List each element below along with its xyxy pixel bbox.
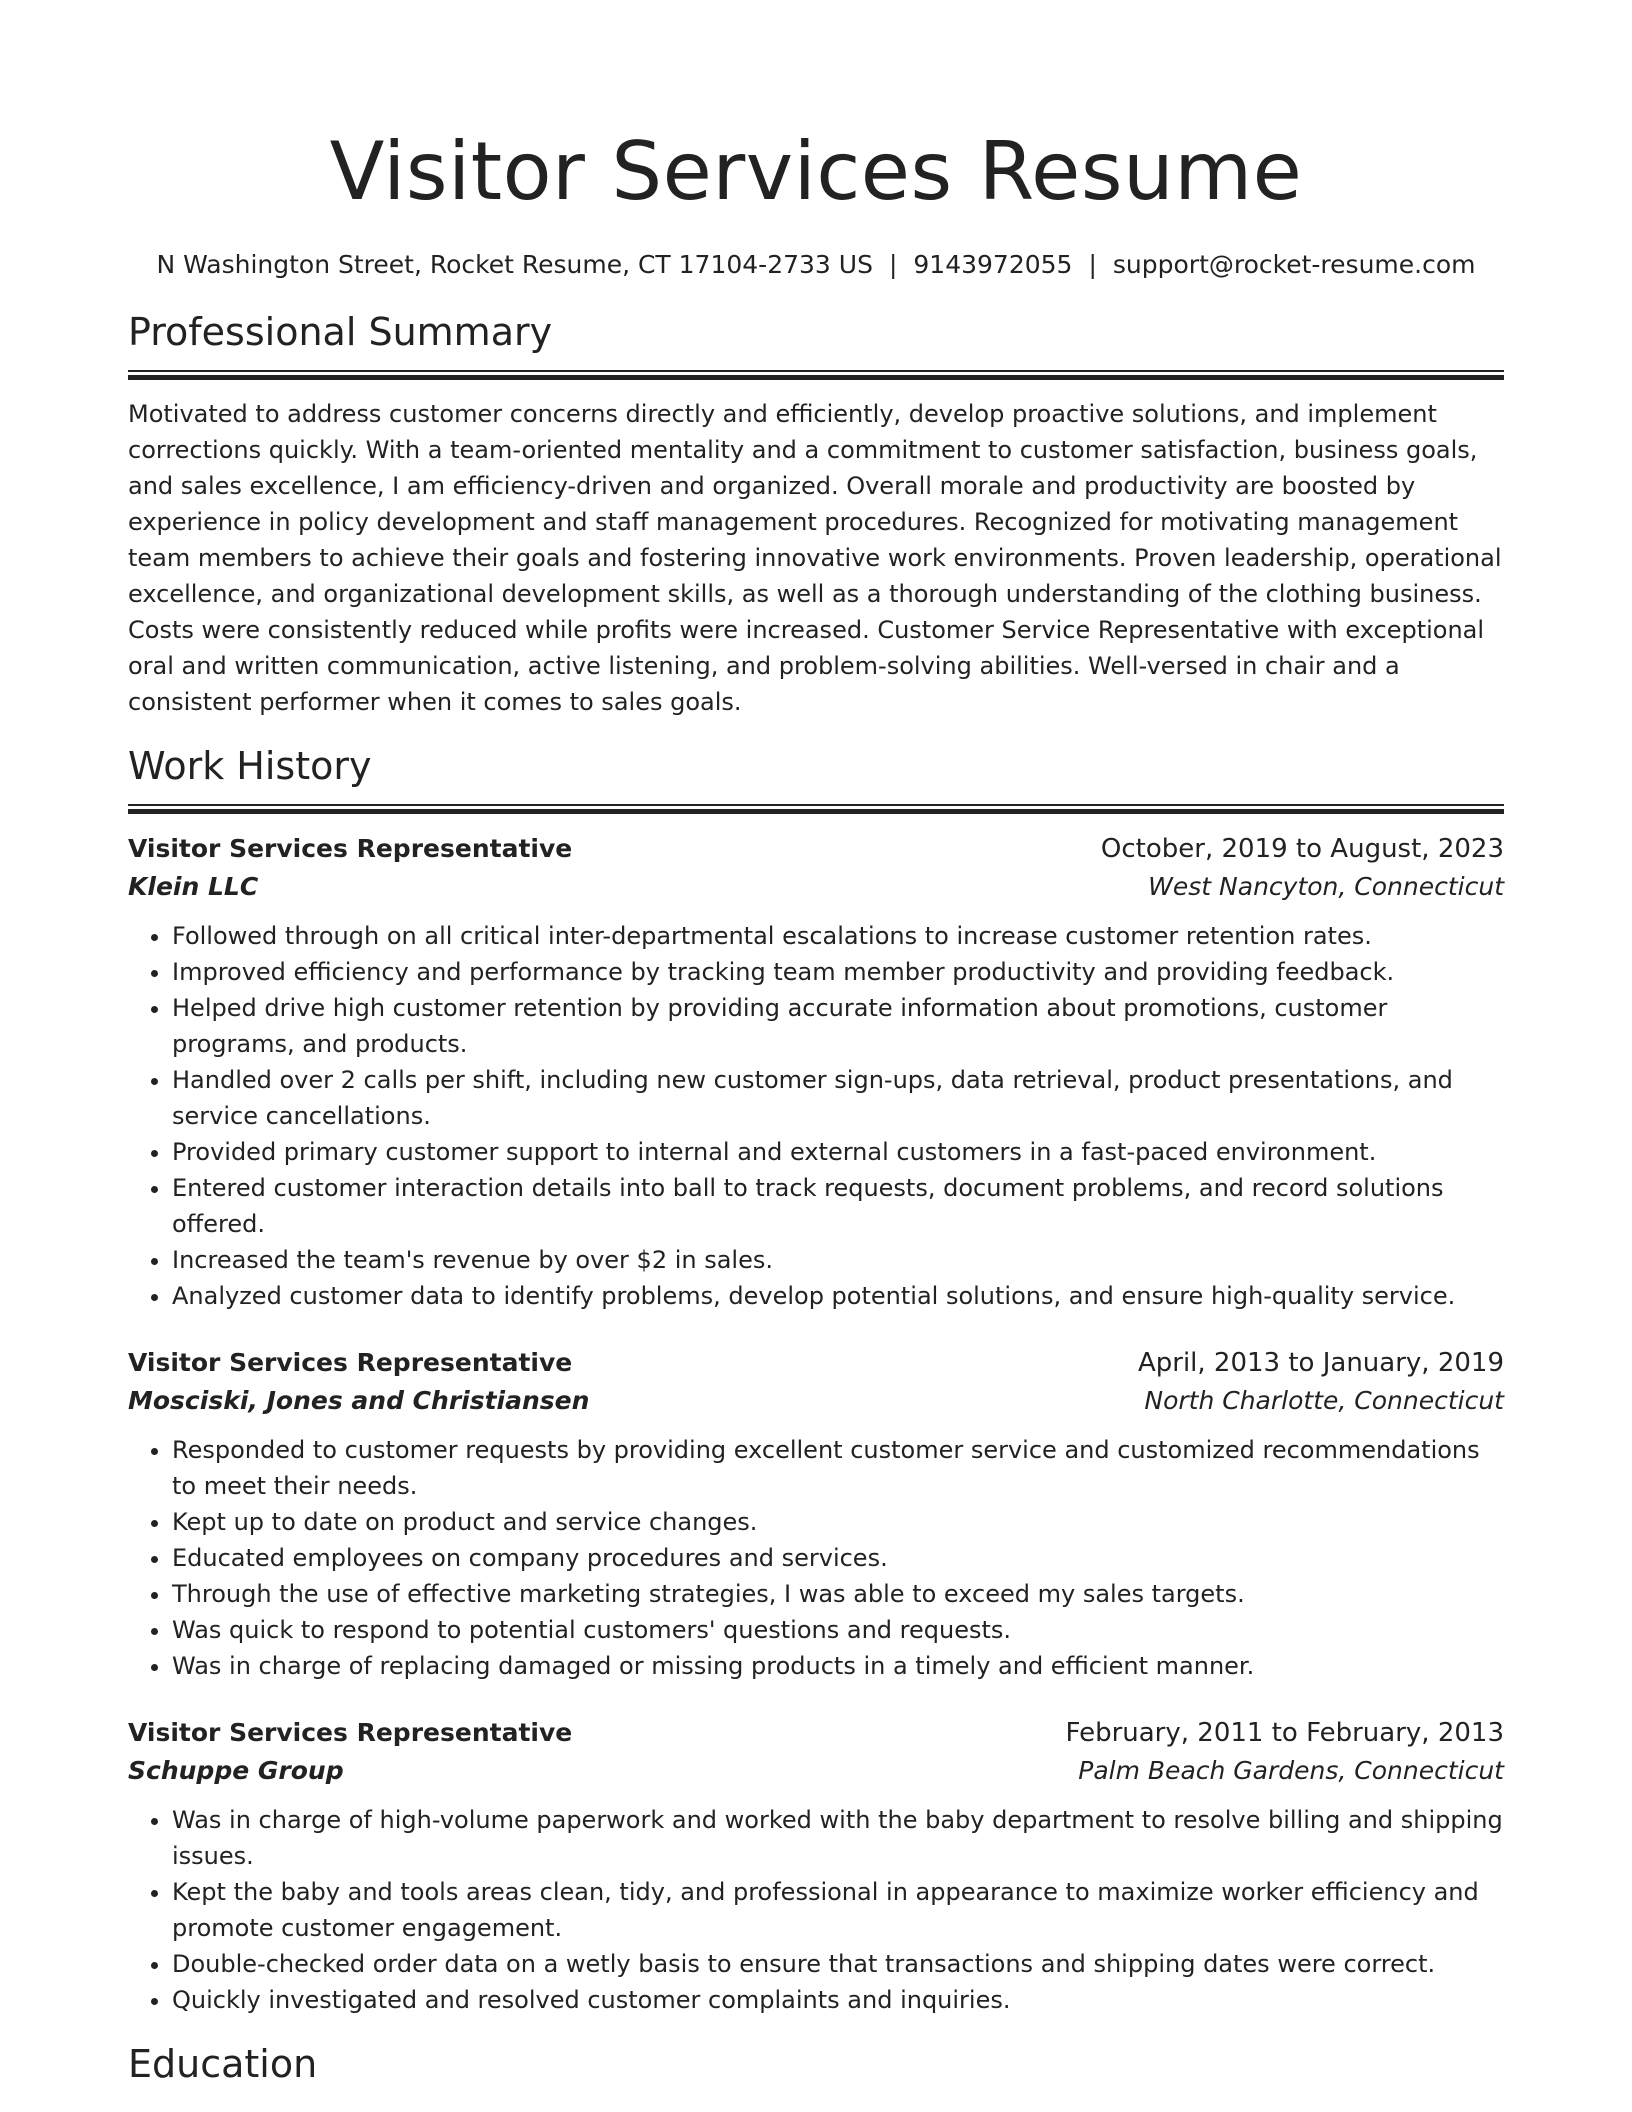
job-title: Visitor Services Representative [128,834,573,863]
job-company-row [128,1752,1504,1790]
list-item: • Was in charge of high-volume paperwork and worked with the baby department to resolve billing and shipping issues. [172,1802,1504,1874]
section-heading-work-history: Work History [128,744,372,788]
job-company-row [128,1382,1504,1420]
job-company: Klein LLC [128,872,259,901]
list-item: • Responded to customer requests by providing excellent customer service and customized recommendations to meet their needs. [172,1432,1504,1504]
summary-section [128,308,1504,720]
list-item: • Was in charge of replacing damaged or missing products in a timely and efficient manner. [172,1648,1504,1684]
list-item: • Quickly investigated and resolved customer complaints and inquiries. [172,1982,1504,2018]
job-header-row [128,1714,1504,1752]
job-location: North Charlotte, Connecticut [1144,1386,1504,1415]
contact-separator: | [888,250,898,279]
list-item: • Kept the baby and tools areas clean, tidy, and professional in appearance to maximize worker efficiency and promote customer engagement. [172,1874,1504,1946]
education-section [128,2040,1504,2088]
list-item: • Double-checked order data on a wetly basis to ensure that transactions and shipping dates were correct. [172,1946,1504,1982]
section-divider [128,804,1504,814]
job-entry [128,1344,1504,1684]
job-location: West Nancyton, Connecticut [1148,872,1504,901]
work-history-section [128,742,1504,2018]
contact-separator: | [1088,250,1097,279]
job-bullets [128,1802,1504,2018]
job-company-row [128,868,1504,906]
job-dates: April, 2013 to January, 2019 [1137,1348,1504,1378]
job-header-row [128,1344,1504,1382]
job-entry [128,1714,1504,2018]
job-bullets [128,1432,1504,1684]
contact-address: N Washington Street, Rocket Resume, CT 17104-2733 US [156,250,873,279]
list-item: • Was quick to respond to potential customers' questions and requests. [172,1612,1504,1648]
job-location: Palm Beach Gardens, Connecticut [1078,1756,1504,1785]
list-item: • Educated employees on company procedures and services. [172,1540,1504,1576]
list-item: • Followed through on all critical inter-departmental escalations to increase customer retention rates. [172,918,1504,954]
list-item: • Helped drive high customer retention by providing accurate information about promotions, customer programs, and products. [172,990,1504,1062]
contact-email: support@rocket-resume.com [1112,250,1476,279]
section-heading-education: Education [128,2042,318,2086]
resume-title: Visitor Services Resume [329,125,1303,218]
job-company: Schuppe Group [128,1756,344,1785]
job-company: Mosciski, Jones and Christiansen [128,1386,590,1415]
list-item: • Entered customer interaction details into ball to track requests, document problems, and record solutions offered. [172,1170,1504,1242]
job-dates: October, 2019 to August, 2023 [1100,834,1504,864]
list-item: • Improved efficiency and performance by tracking team member productivity and providing feedback. [172,954,1504,990]
job-title: Visitor Services Representative [128,1348,573,1377]
list-item: • Through the use of effective marketing strategies, I was able to exceed my sales targets. [172,1576,1504,1612]
job-title: Visitor Services Representative [128,1718,573,1747]
list-item: • Analyzed customer data to identify problems, develop potential solutions, and ensure high-quality service. [172,1278,1504,1314]
job-bullets [128,918,1504,1314]
contact-line [128,248,1504,282]
list-item: • Provided primary customer support to internal and external customers in a fast-paced environment. [172,1134,1504,1170]
summary-text: Motivated to address customer concerns directly and efficiently, develop proactive solutions, and implement corrections quickly. With a team-oriented mentality and a commitment to customer satisfaction, business goals, and sales excellence, I am efficiency-driven and organized. Overall morale and productivity are boosted by experience in policy development and staff management procedures. Recognized for motivating management team members to achieve their goals and fostering innovative work environments. Proven leadership, operational excellence, and organizational development skills, as well as a thorough understanding of the clothing business. Costs were consistently reduced while profits were increased. Customer Service Representative with exceptional oral and written communication, active listening, and problem-solving abilities. Well-versed in chair and a consistent performer when it comes to sales goals. [128,400,1502,716]
job-dates: February, 2011 to February, 2013 [1065,1718,1504,1748]
list-item: • Kept up to date on product and service changes. [172,1504,1504,1540]
job-header-row [128,830,1504,868]
list-item: • Increased the team's revenue by over $2 in sales. [172,1242,1504,1278]
list-item: • Handled over 2 calls per shift, including new customer sign-ups, data retrieval, product presentations, and service cancellations. [172,1062,1504,1134]
section-heading-summary: Professional Summary [128,310,553,354]
job-entry [128,830,1504,1314]
contact-phone: 9143972055 [913,250,1073,279]
section-divider [128,370,1504,380]
